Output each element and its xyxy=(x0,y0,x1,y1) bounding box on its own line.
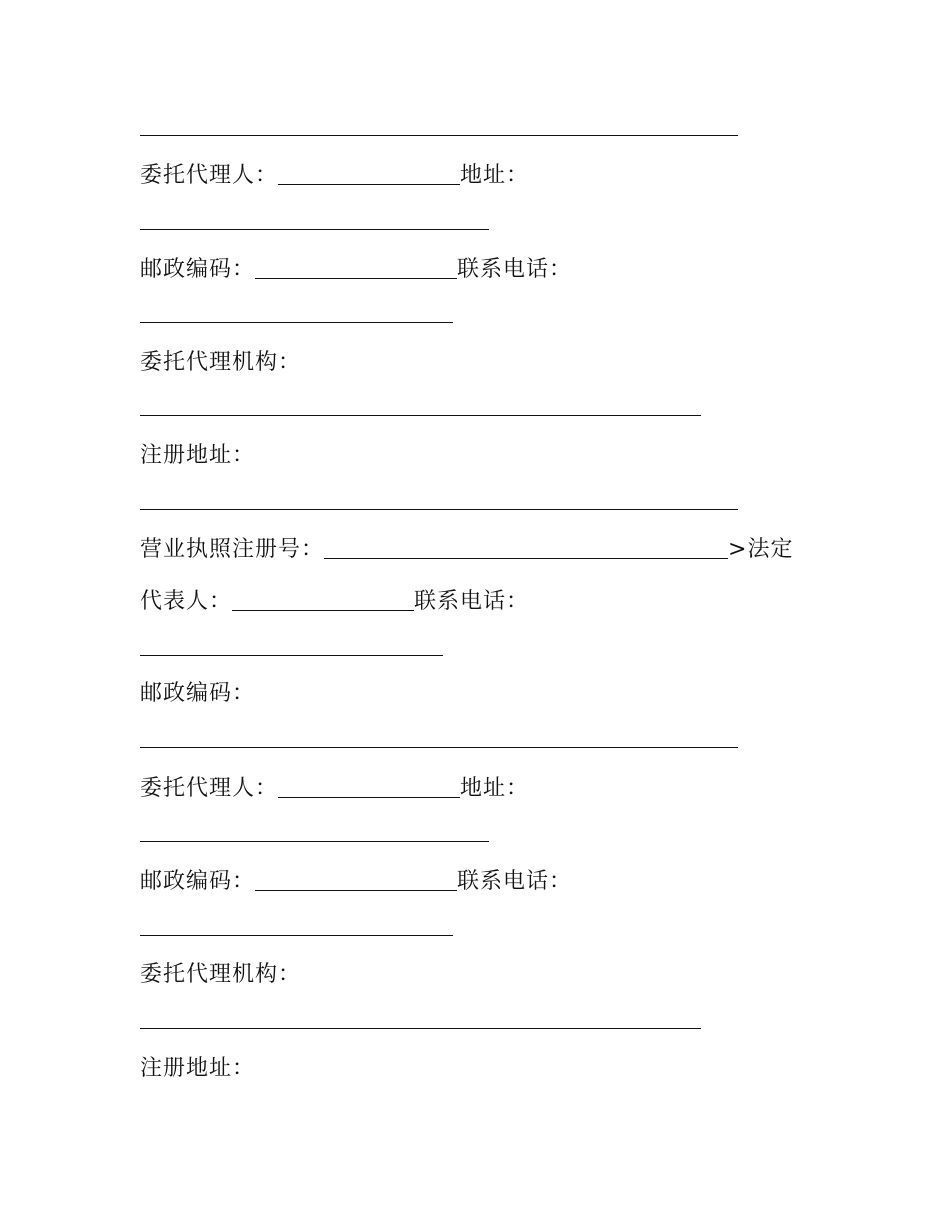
legal-rep-label: 代表人： xyxy=(140,589,233,614)
postal-code-blank[interactable] xyxy=(140,747,738,748)
postal-code-label: 邮政编码： xyxy=(140,257,256,282)
agent-blank[interactable] xyxy=(278,775,460,798)
postal-code-blank[interactable] xyxy=(255,868,457,891)
agency-row xyxy=(140,957,301,989)
registered-address-label: 注册地址： xyxy=(140,443,256,468)
agency-row xyxy=(140,345,301,377)
phone-label: 联系电话： xyxy=(457,257,573,282)
registered-address-label: 注册地址： xyxy=(140,1056,256,1081)
registered-address-row xyxy=(140,1051,255,1083)
agent-row xyxy=(140,158,529,190)
phone-blank[interactable] xyxy=(140,655,443,656)
postal-row xyxy=(140,864,572,896)
phone-label: 联系电话： xyxy=(457,869,573,894)
postal-code-label: 邮政编码： xyxy=(140,681,256,706)
agent-row xyxy=(140,771,529,803)
address-blank[interactable] xyxy=(140,841,489,842)
phone-blank[interactable] xyxy=(140,935,453,936)
agency-blank[interactable] xyxy=(140,1028,701,1029)
business-license-blank[interactable] xyxy=(324,536,728,559)
business-license-label: 营业执照注册号： xyxy=(140,537,325,562)
agent-label: 委托代理人： xyxy=(140,163,279,188)
legal-rep-prefix: >法定 xyxy=(728,537,794,562)
postal-row xyxy=(140,252,572,284)
postal-code-blank[interactable] xyxy=(255,256,457,279)
address-label: 地址： xyxy=(460,163,530,188)
address-label: 地址： xyxy=(460,776,530,801)
agency-blank[interactable] xyxy=(140,415,701,416)
agent-blank[interactable] xyxy=(278,162,460,185)
address-blank[interactable] xyxy=(140,229,489,230)
legal-rep-row xyxy=(140,584,529,616)
registered-address-blank[interactable] xyxy=(140,509,738,510)
phone-label: 联系电话： xyxy=(414,589,530,614)
agent-label: 委托代理人： xyxy=(140,776,279,801)
phone-blank[interactable] xyxy=(140,322,453,323)
postal-code-label: 邮政编码： xyxy=(140,869,256,894)
postal-row xyxy=(140,676,255,708)
business-license-row xyxy=(140,532,793,564)
blank-line[interactable] xyxy=(140,135,738,136)
agency-label: 委托代理机构： xyxy=(140,962,302,987)
legal-rep-blank[interactable] xyxy=(232,588,414,611)
registered-address-row xyxy=(140,438,255,470)
agency-label: 委托代理机构： xyxy=(140,350,302,375)
